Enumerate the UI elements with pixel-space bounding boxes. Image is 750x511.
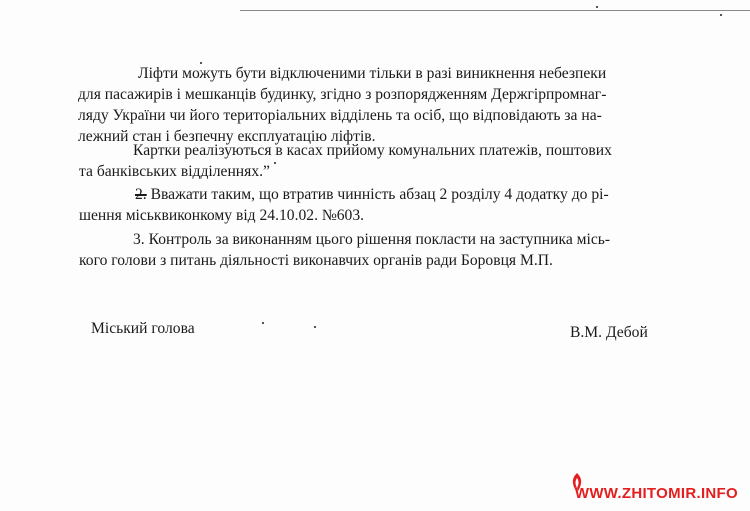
text-line — [79, 184, 609, 205]
top-edge-line — [240, 10, 750, 11]
signature-title: Міський голова — [91, 320, 195, 337]
text-line: лежний стан і безпечну експлуатацію ліфтів. — [78, 128, 376, 145]
text-line: ляду України чи його територіальних відділень та осіб, що відповідають за на- — [78, 107, 602, 124]
scan-speck — [596, 6, 598, 8]
text-line: шення міськвиконкому від 24.10.02. №603. — [79, 207, 365, 224]
text-line: кого голови з питань діяльності виконавчих органів ради Боровця М.П. — [79, 252, 553, 269]
watermark-text: WWW.ZHITOMIR.INFO — [574, 485, 738, 502]
scan-speck — [314, 326, 316, 328]
text-line: Ліфти можуть бути відключеними тільки в разі виникнення небезпеки — [138, 65, 607, 82]
struck-item-number: 2. — [135, 186, 147, 203]
scan-speck — [720, 14, 722, 16]
text-line: Картки реалізуються в касах прийому комунальних платежів, поштових — [133, 142, 612, 159]
paragraph-cards — [79, 140, 612, 182]
text-line: та банківських відділеннях.” — [79, 163, 270, 180]
scan-speck — [262, 322, 264, 324]
paragraph-item-2 — [79, 184, 609, 226]
text-line: 3. Контроль за виконанням цього рішення покласти на заступника місь- — [133, 231, 611, 248]
paragraph-lifts — [78, 63, 606, 147]
paragraph-item-3 — [79, 229, 610, 271]
signature-name: В.М. Дебой — [570, 324, 648, 341]
item-2-text: Вважати таким, що втратив чинність абзац 2 розділу 4 додатку до рі- — [146, 186, 609, 203]
text-line: для пасажирів і мешканців будинку, згідно з розпорядженням Держгірпромнаг- — [78, 86, 607, 103]
